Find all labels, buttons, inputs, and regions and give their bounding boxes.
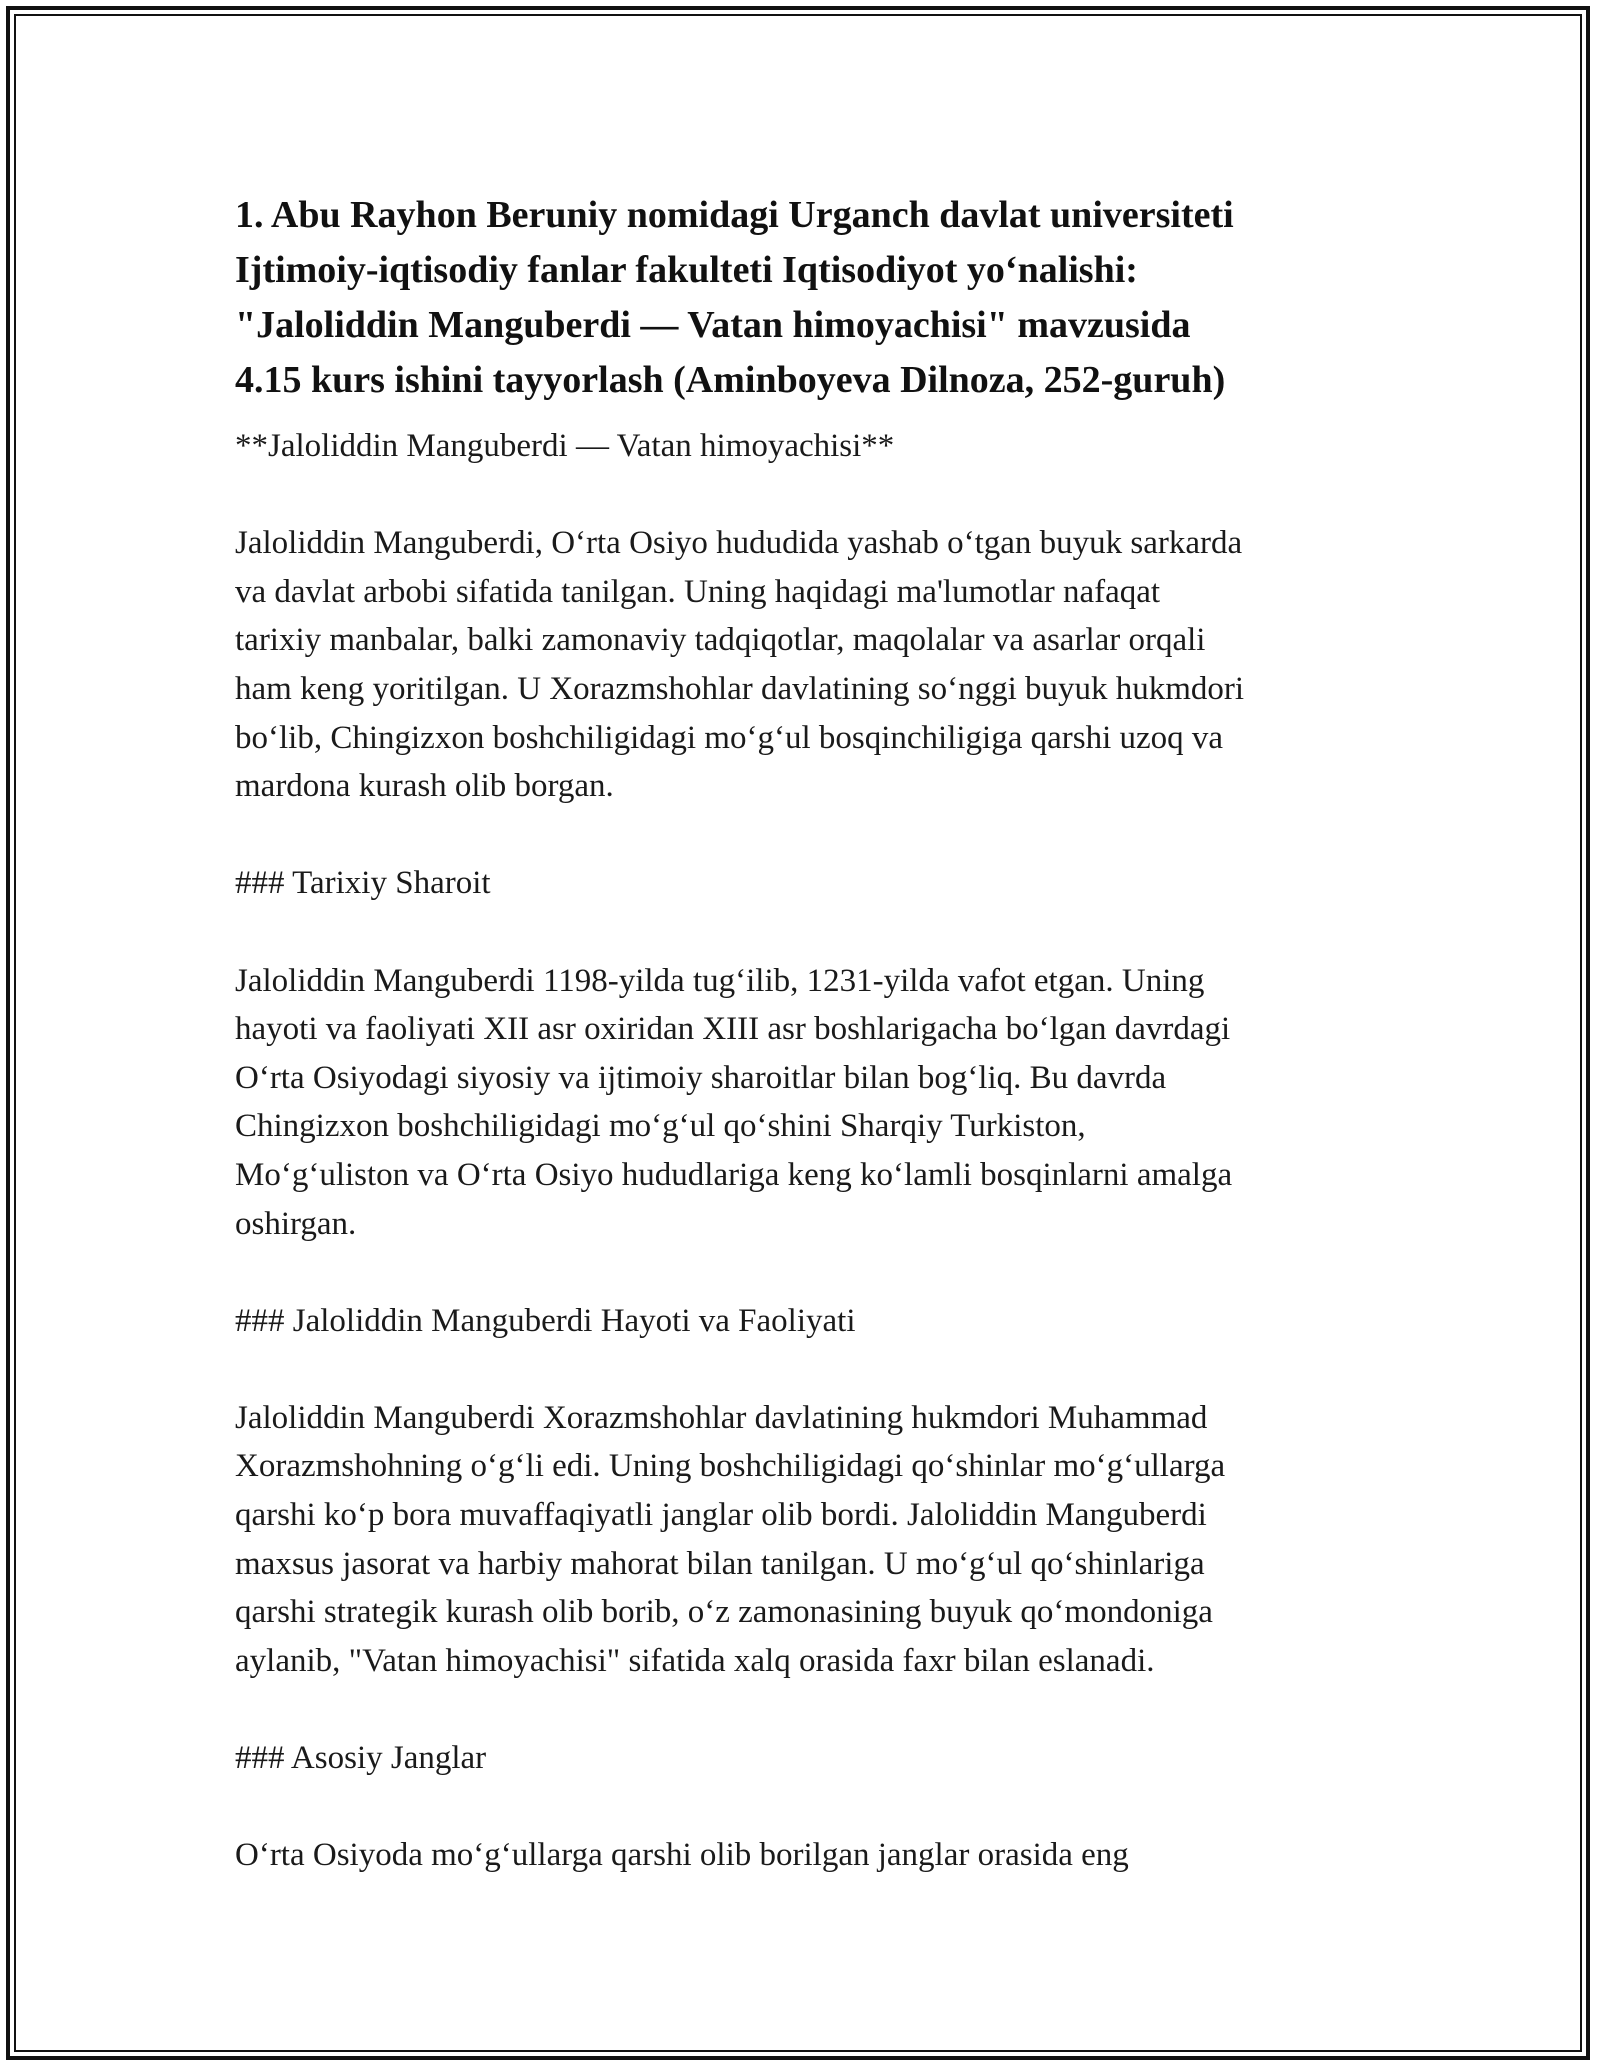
document-body <box>235 188 1375 1880</box>
paragraph-gap <box>235 1685 1375 1734</box>
paragraph-line: O‘rta Osiyodagi siyosiy va ijtimoiy sharoitlar bilan bog‘liq. Bu davrda <box>235 1059 1167 1096</box>
subtitle-text: **Jaloliddin Manguberdi — Vatan himoyachisi** <box>235 428 895 464</box>
title-line: "Jaloliddin Manguberdi — Vatan himoyachisi" mavzusida <box>235 304 1191 346</box>
paragraph-line: Jaloliddin Manguberdi, O‘rta Osiyo hududida yashab o‘tgan buyuk sarkarda <box>235 525 1243 562</box>
paragraph-line: qarshi strategik kurash olib borib, o‘z zamonasining buyuk qo‘mondoniga <box>235 1594 1213 1631</box>
section-heading <box>235 859 1375 908</box>
paragraph-line: maxsus jasorat va harbiy mahorat bilan tanilgan. U mo‘g‘ul qo‘shinlariga <box>235 1545 1205 1582</box>
paragraph-gap <box>235 1248 1375 1297</box>
heading-tarixiy-sharoit: ### Tarixiy Sharoit <box>235 865 491 902</box>
paragraph-line: ham keng yoritilgan. U Xorazmshohlar davlatining so‘nggi buyuk hukmdori <box>235 670 1245 707</box>
paragraph-line: oshirgan. <box>235 1205 357 1242</box>
paragraph-line: Jaloliddin Manguberdi 1198-yilda tug‘ilib, 1231-yilda vafot etgan. Uning <box>235 962 1205 999</box>
paragraph-gap <box>235 1783 1375 1832</box>
paragraph-line: hayoti va faoliyati XII asr oxiridan XIII asr boshlarigacha bo‘lgan davrdagi <box>235 1011 1231 1048</box>
section3-paragraph <box>235 1831 1375 1880</box>
section1-paragraph <box>235 957 1375 1249</box>
paragraph-line: mardona kurash olib borgan. <box>235 768 614 805</box>
title-line: 1. Abu Rayhon Beruniy nomidagi Urganch davlat universiteti <box>235 194 1234 236</box>
paragraph-gap <box>235 1345 1375 1394</box>
paragraph-line: O‘rta Osiyoda mo‘g‘ullarga qarshi olib borilgan janglar orasida eng <box>235 1837 1129 1874</box>
subtitle <box>235 422 1375 471</box>
paragraph-line: Chingizxon boshchiligidagi mo‘g‘ul qo‘shini Sharqiy Turkiston, <box>235 1108 1086 1145</box>
paragraph-line: aylanib, "Vatan himoyachisi" sifatida xalq orasida faxr bilan eslanadi. <box>235 1642 1155 1679</box>
title-line: Ijtimoiy-iqtisodiy fanlar fakulteti Iqtisodiyot yo‘nalishi: <box>235 249 1138 291</box>
paragraph-gap <box>235 471 1375 520</box>
paragraph-line: Jaloliddin Manguberdi Xorazmshohlar davlatining hukmdori Muhammad <box>235 1399 1208 1436</box>
paragraph-line: va davlat arbobi sifatida tanilgan. Uning haqidagi ma'lumotlar nafaqat <box>235 573 1161 610</box>
section-heading <box>235 1297 1375 1346</box>
paragraph-gap <box>235 811 1375 860</box>
document-title <box>235 188 1375 408</box>
section2-paragraph <box>235 1394 1375 1686</box>
heading-hayoti-va-faoliyati: ### Jaloliddin Manguberdi Hayoti va Faoliyati <box>235 1302 856 1339</box>
paragraph-gap <box>235 908 1375 957</box>
paragraph-line: Xorazmshohning o‘g‘li edi. Uning boshchiligidagi qo‘shinlar mo‘g‘ullarga <box>235 1448 1226 1485</box>
section-heading <box>235 1734 1375 1783</box>
paragraph-line: bo‘lib, Chingizxon boshchiligidagi mo‘g‘ul bosqinchiligiga qarshi uzoq va <box>235 719 1224 756</box>
paragraph-line: Mo‘g‘uliston va O‘rta Osiyo hududlariga keng ko‘lamli bosqinlarni amalga <box>235 1156 1233 1193</box>
title-line: 4.15 kurs ishini tayyorlash (Aminboyeva Dilnoza, 252-guruh) <box>235 359 1226 401</box>
intro-paragraph <box>235 519 1375 811</box>
heading-asosiy-janglar: ### Asosiy Janglar <box>235 1740 487 1777</box>
paragraph-line: qarshi ko‘p bora muvaffaqiyatli janglar olib bordi. Jaloliddin Manguberdi <box>235 1497 1207 1534</box>
paragraph-line: tarixiy manbalar, balki zamonaviy tadqiqotlar, maqolalar va asarlar orqali <box>235 622 1206 659</box>
